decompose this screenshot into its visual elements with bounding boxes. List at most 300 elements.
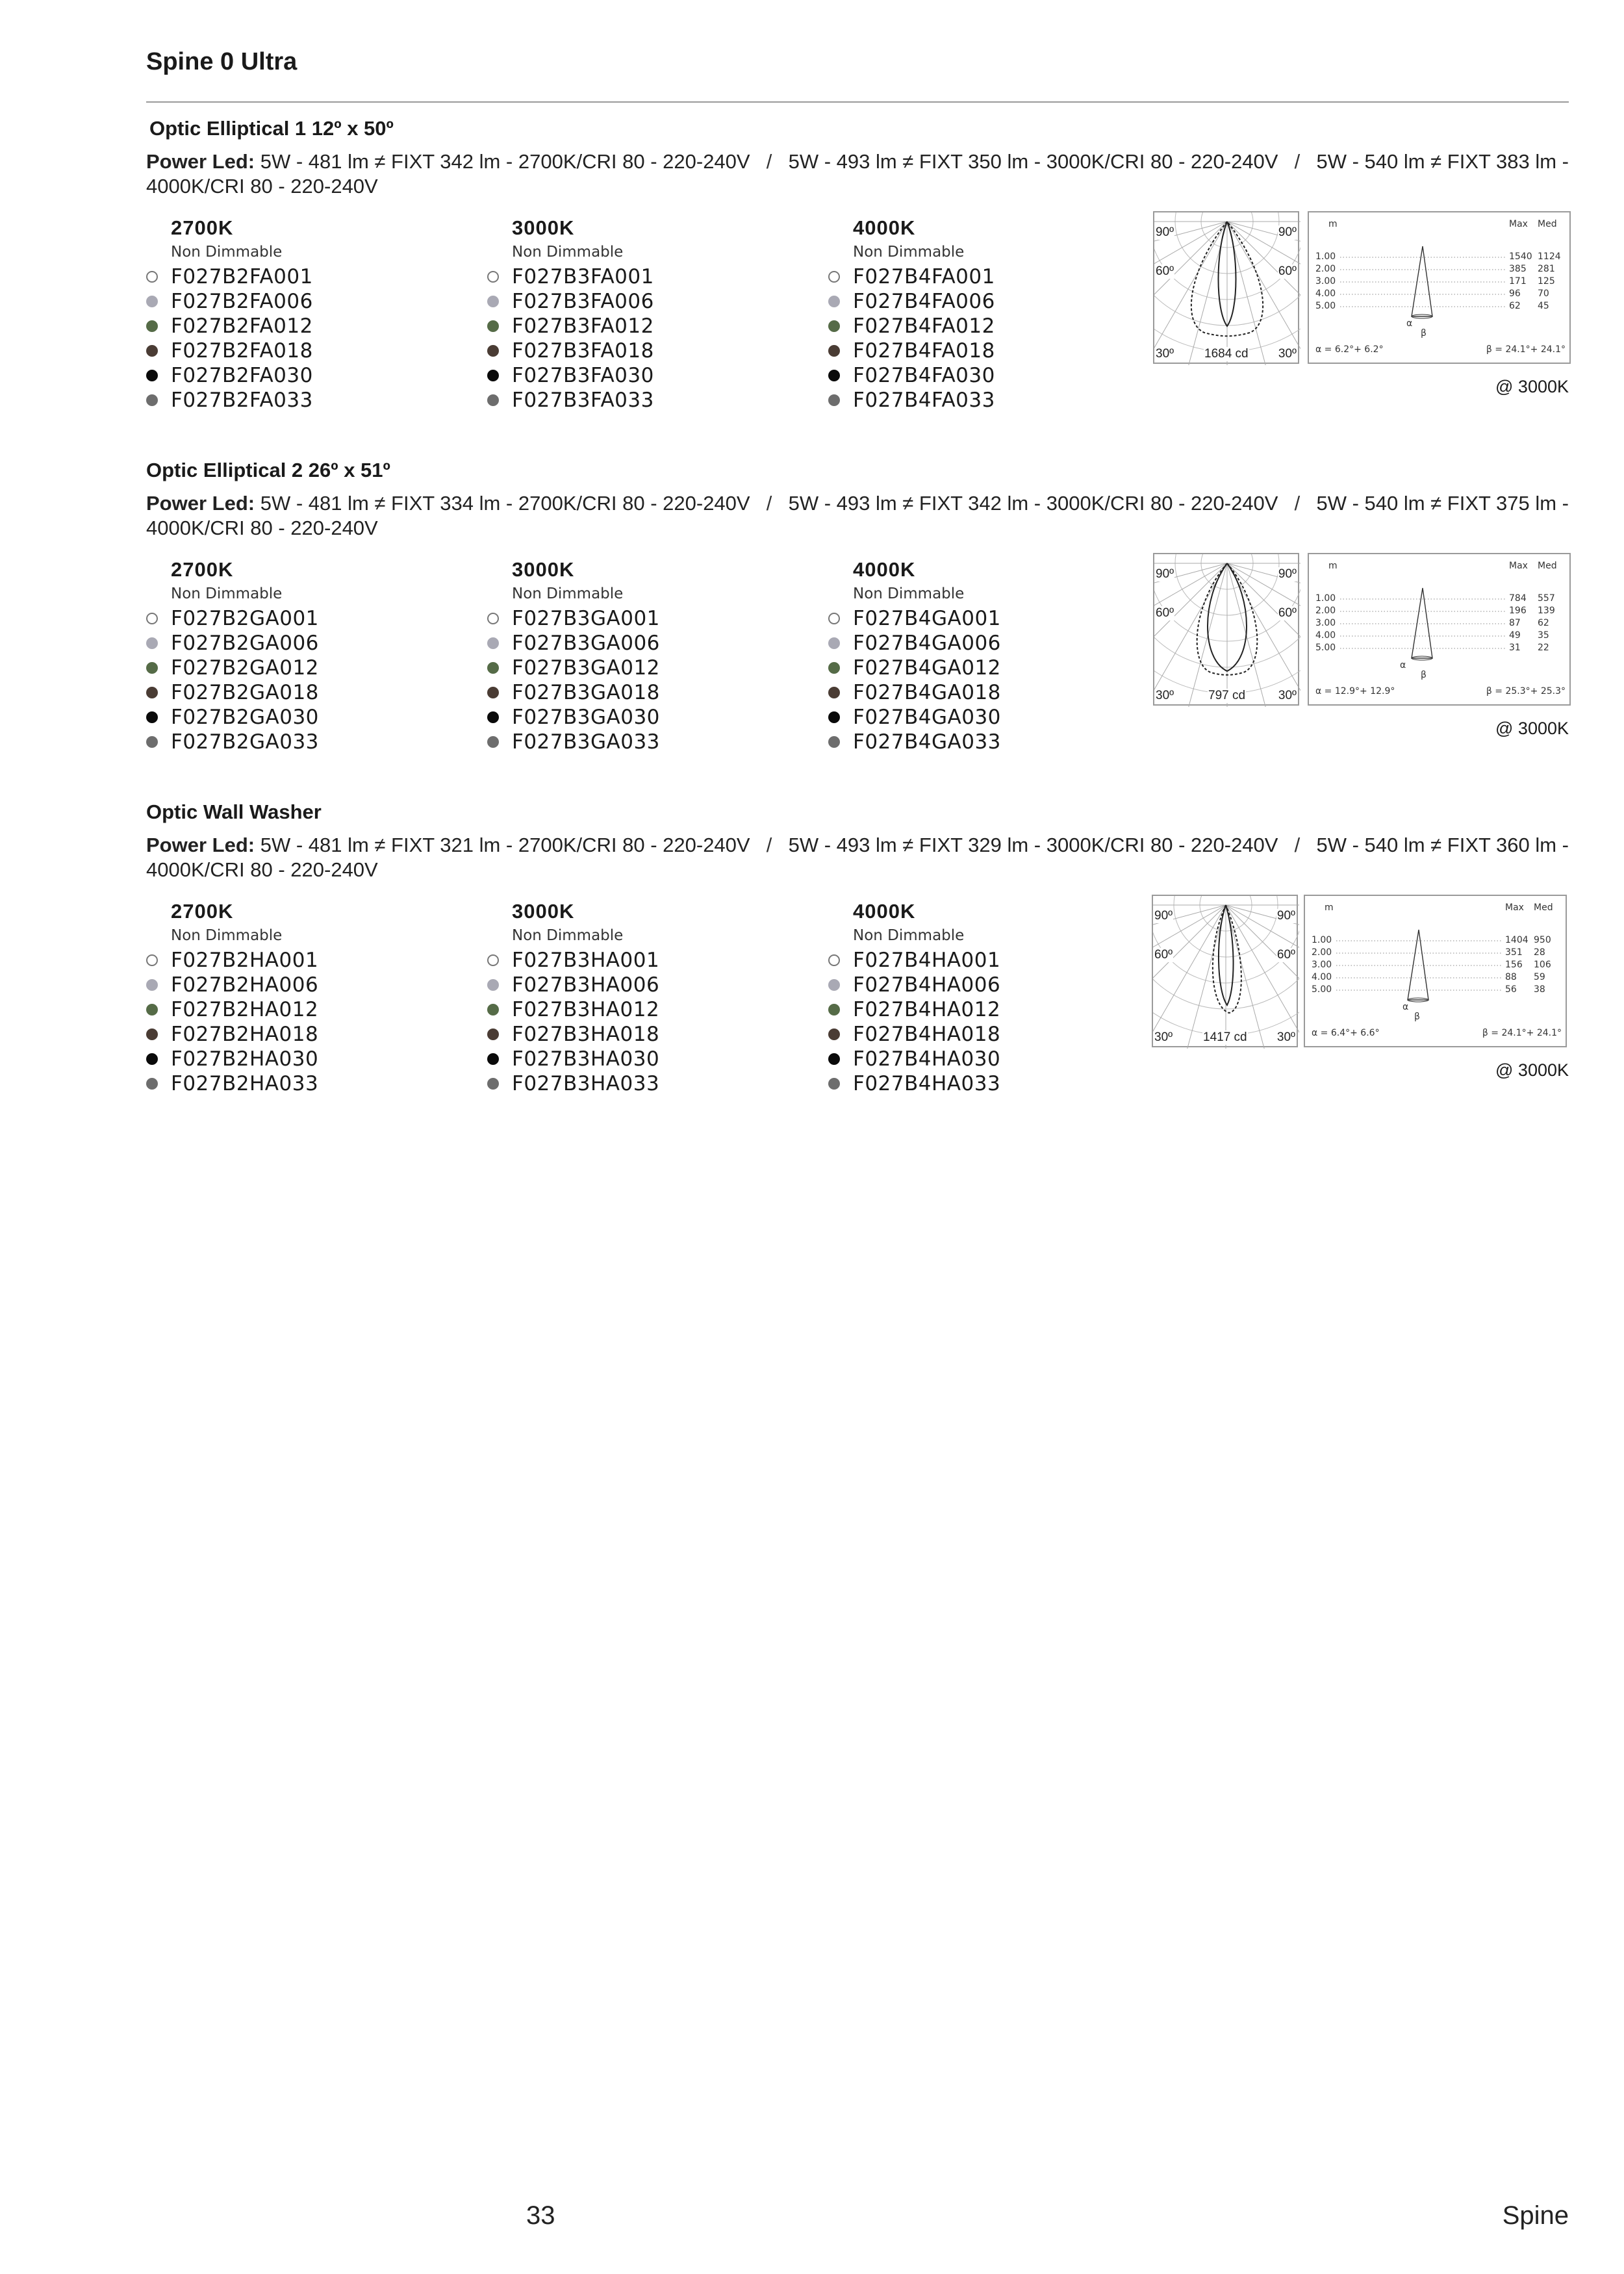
max-lux-value: 88	[1505, 972, 1517, 982]
product-code-row	[828, 289, 1153, 314]
finish-swatch-icon	[487, 271, 499, 283]
finish-swatch-icon	[146, 1053, 158, 1065]
illuminance-cone-table	[1308, 211, 1571, 364]
power-spec-4000k-cont: 4000K/CRI 80 - 220-240V	[146, 175, 378, 198]
product-code-row	[146, 631, 471, 656]
product-code-row	[146, 973, 471, 997]
finish-swatch-icon	[487, 1004, 499, 1016]
product-code-row	[146, 363, 471, 388]
polar-diagram	[1152, 895, 1298, 1047]
finish-swatch-icon	[487, 662, 499, 674]
power-label: Power Led:	[146, 492, 255, 515]
polar-diagram	[1153, 553, 1299, 706]
power-spec-2700k: 5W - 481 lm ≠ FIXT 342 lm - 2700K/CRI 80 - 220-240V	[260, 150, 750, 173]
cct-column-3000k	[487, 900, 812, 1096]
product-code: F027B2GA018	[171, 681, 319, 704]
distance-value: 3.00	[1312, 960, 1332, 970]
finish-swatch-icon	[487, 613, 499, 624]
product-code-row	[828, 1047, 1153, 1071]
med-lux-value: 125	[1538, 276, 1555, 287]
power-separator: /	[1294, 492, 1300, 515]
illuminance-cone-table	[1304, 895, 1567, 1047]
product-code: F027B3GA006	[512, 632, 660, 655]
cct-column-2700k	[146, 900, 471, 1096]
product-code: F027B2HA012	[171, 998, 319, 1021]
max-lux-value: 156	[1505, 960, 1523, 970]
angle-label: 90º	[1278, 225, 1297, 239]
section-optic-elliptical-1	[146, 117, 1569, 442]
product-code: F027B4FA030	[853, 364, 995, 387]
finish-swatch-icon	[487, 711, 499, 723]
cct-column-4000k	[828, 216, 1153, 413]
product-code-row	[146, 289, 471, 314]
alpha-angle: α = 12.9°+ 12.9°	[1315, 686, 1395, 696]
product-code-row	[487, 388, 812, 413]
cct-heading: 4000K	[853, 900, 916, 923]
power-spec-2700k: 5W - 481 lm ≠ FIXT 321 lm - 2700K/CRI 80 - 220-240V	[260, 834, 750, 856]
med-lux-value: 22	[1538, 643, 1549, 653]
power-spec-3000k: 5W - 493 lm ≠ FIXT 329 lm - 3000K/CRI 80 - 220-240V	[788, 834, 1278, 856]
cct-column-4000k	[828, 558, 1153, 754]
product-code-row	[487, 730, 812, 754]
finish-swatch-icon	[146, 271, 158, 283]
peak-intensity: 1684 cd	[1204, 347, 1249, 361]
product-code: F027B4FA018	[853, 339, 995, 363]
max-header: Max	[1509, 561, 1528, 571]
med-lux-value: 70	[1538, 288, 1549, 299]
max-header: Max	[1505, 902, 1524, 913]
finish-swatch-icon	[146, 979, 158, 991]
max-lux-value: 49	[1509, 630, 1521, 641]
power-spec-4000k-cont: 4000K/CRI 80 - 220-240V	[146, 858, 378, 881]
product-code-row	[146, 1047, 471, 1071]
finish-swatch-icon	[146, 1028, 158, 1040]
distance-value: 5.00	[1312, 984, 1332, 995]
max-lux-value: 1404	[1505, 935, 1529, 945]
max-lux-value: 385	[1509, 264, 1527, 274]
finish-swatch-icon	[487, 736, 499, 748]
power-spec-2700k: 5W - 481 lm ≠ FIXT 334 lm - 2700K/CRI 80 - 220-240V	[260, 492, 750, 515]
temperature-note: @ 3000K	[1495, 1060, 1569, 1080]
product-code: F027B4HA030	[853, 1047, 1001, 1071]
distance-value: 1.00	[1315, 251, 1336, 262]
finish-swatch-icon	[146, 1004, 158, 1016]
finish-swatch-icon	[487, 637, 499, 649]
finish-swatch-icon	[487, 954, 499, 966]
power-led-spec	[146, 491, 1569, 541]
cct-column-3000k	[487, 558, 812, 754]
product-code-row	[828, 680, 1153, 705]
med-lux-value: 950	[1534, 935, 1551, 945]
section-title: Optic Wall Washer	[146, 800, 322, 823]
alpha-symbol: α	[1406, 318, 1413, 329]
product-code-row	[828, 997, 1153, 1022]
product-code: F027B2HA030	[171, 1047, 319, 1071]
section-title: Optic Elliptical 2 26º x 51º	[146, 459, 390, 481]
med-header: Med	[1538, 561, 1557, 571]
finish-swatch-icon	[146, 1078, 158, 1090]
product-code-row	[487, 1071, 812, 1096]
product-code-row	[828, 363, 1153, 388]
product-code: F027B2GA033	[171, 730, 319, 754]
finish-swatch-icon	[828, 1053, 840, 1065]
product-code: F027B3HA033	[512, 1072, 660, 1095]
section-optic-wall-washer	[146, 800, 1569, 1125]
max-lux-value: 56	[1505, 984, 1517, 995]
temperature-note: @ 3000K	[1495, 719, 1569, 738]
distance-value: 2.00	[1315, 606, 1336, 616]
distance-value: 3.00	[1315, 276, 1336, 287]
product-code: F027B2FA033	[171, 389, 313, 412]
product-code-row	[487, 631, 812, 656]
product-code-row	[146, 339, 471, 363]
finish-swatch-icon	[828, 1028, 840, 1040]
finish-swatch-icon	[828, 1078, 840, 1090]
med-header: Med	[1534, 902, 1553, 913]
angle-label: 30º	[1154, 1030, 1173, 1044]
angle-label: 90º	[1154, 909, 1173, 923]
product-code-row	[487, 997, 812, 1022]
product-code-row	[487, 264, 812, 289]
med-lux-value: 139	[1538, 606, 1555, 616]
product-code-row	[828, 1071, 1153, 1096]
polar-diagram	[1153, 211, 1299, 364]
finish-swatch-icon	[146, 613, 158, 624]
cct-heading: 2700K	[171, 900, 234, 923]
max-lux-value: 784	[1509, 593, 1527, 604]
dimming-label: Non Dimmable	[171, 244, 283, 261]
product-code: F027B4HA018	[853, 1023, 1001, 1046]
power-led-spec	[146, 149, 1569, 199]
med-lux-value: 62	[1538, 618, 1549, 628]
finish-swatch-icon	[828, 979, 840, 991]
finish-swatch-icon	[828, 662, 840, 674]
power-led-spec	[146, 833, 1569, 882]
dimming-label: Non Dimmable	[512, 927, 624, 944]
product-code: F027B4GA030	[853, 706, 1001, 729]
product-code: F027B3HA001	[512, 949, 660, 972]
power-spec-4000k-cont: 4000K/CRI 80 - 220-240V	[146, 517, 378, 539]
product-code: F027B4GA033	[853, 730, 1001, 754]
finish-swatch-icon	[487, 1028, 499, 1040]
product-code-row	[146, 1022, 471, 1047]
beta-angle: β = 24.1°+ 24.1°	[1482, 1028, 1562, 1038]
finish-swatch-icon	[828, 320, 840, 332]
product-code: F027B2HA033	[171, 1072, 319, 1095]
angle-label: 90º	[1156, 567, 1174, 581]
section-optic-elliptical-2	[146, 459, 1569, 784]
angle-label: 90º	[1156, 225, 1174, 239]
product-code: F027B2GA030	[171, 706, 319, 729]
beam-cone-graphic	[1305, 896, 1568, 1049]
product-code: F027B2HA018	[171, 1023, 319, 1046]
finish-swatch-icon	[828, 345, 840, 357]
product-code-row	[828, 339, 1153, 363]
product-code: F027B4HA012	[853, 998, 1001, 1021]
product-code-row	[828, 314, 1153, 339]
product-code: F027B4GA018	[853, 681, 1001, 704]
footer-brand: Spine	[1502, 2201, 1569, 2230]
cct-heading: 2700K	[171, 558, 234, 581]
angle-label: 60º	[1156, 606, 1174, 620]
dimming-label: Non Dimmable	[853, 585, 965, 602]
product-code-row	[487, 705, 812, 730]
product-code: F027B2HA001	[171, 949, 319, 972]
med-lux-value: 35	[1538, 630, 1549, 641]
finish-swatch-icon	[146, 637, 158, 649]
med-lux-value: 59	[1534, 972, 1545, 982]
distance-value: 2.00	[1315, 264, 1336, 274]
product-code-row	[146, 997, 471, 1022]
max-lux-value: 96	[1509, 288, 1521, 299]
product-code-row	[487, 339, 812, 363]
product-code-row	[146, 264, 471, 289]
product-code: F027B2GA001	[171, 607, 319, 630]
finish-swatch-icon	[146, 687, 158, 698]
cct-heading: 2700K	[171, 216, 234, 239]
cct-column-2700k	[146, 216, 471, 413]
title-divider	[146, 101, 1569, 103]
product-code-row	[146, 1071, 471, 1096]
beam-cone-graphic	[1309, 212, 1572, 365]
power-spec-3000k: 5W - 493 lm ≠ FIXT 342 lm - 3000K/CRI 80 - 220-240V	[788, 492, 1278, 515]
dimming-label: Non Dimmable	[853, 244, 965, 261]
product-code-row	[146, 656, 471, 680]
product-code: F027B4FA001	[853, 265, 995, 288]
product-code: F027B3FA033	[512, 389, 654, 412]
product-code: F027B4GA006	[853, 632, 1001, 655]
unit-label: m	[1325, 902, 1334, 913]
product-code-row	[828, 1022, 1153, 1047]
max-lux-value: 171	[1509, 276, 1527, 287]
angle-label: 30º	[1278, 689, 1297, 702]
power-separator: /	[1294, 834, 1300, 856]
product-code: F027B3HA018	[512, 1023, 660, 1046]
dimming-label: Non Dimmable	[171, 927, 283, 944]
product-code: F027B3GA001	[512, 607, 660, 630]
angle-label: 30º	[1156, 347, 1174, 361]
product-code: F027B3GA018	[512, 681, 660, 704]
finish-swatch-icon	[146, 954, 158, 966]
finish-swatch-icon	[828, 370, 840, 381]
finish-swatch-icon	[146, 296, 158, 307]
angle-label: 30º	[1156, 689, 1174, 702]
finish-swatch-icon	[146, 736, 158, 748]
product-code-row	[487, 680, 812, 705]
angle-label: 60º	[1154, 948, 1173, 962]
angle-label: 60º	[1278, 264, 1297, 278]
product-code-row	[146, 388, 471, 413]
max-lux-value: 31	[1509, 643, 1521, 653]
product-code-row	[146, 705, 471, 730]
cct-heading: 4000K	[853, 216, 916, 239]
distance-value: 5.00	[1315, 643, 1336, 653]
product-code: F027B3HA006	[512, 973, 660, 997]
product-code-row	[146, 606, 471, 631]
distance-value: 4.00	[1315, 288, 1336, 299]
med-lux-value: 28	[1534, 947, 1545, 958]
finish-swatch-icon	[146, 662, 158, 674]
finish-swatch-icon	[828, 613, 840, 624]
product-code: F027B2FA006	[171, 290, 313, 313]
angle-label: 60º	[1276, 948, 1295, 962]
power-separator: /	[1294, 150, 1300, 173]
unit-label: m	[1328, 561, 1338, 571]
product-code: F027B4FA033	[853, 389, 995, 412]
product-code-row	[146, 680, 471, 705]
power-label: Power Led:	[146, 834, 255, 856]
angle-label: 90º	[1278, 567, 1297, 581]
product-code-row	[828, 388, 1153, 413]
product-code: F027B3FA006	[512, 290, 654, 313]
beam-cone-graphic	[1309, 554, 1572, 707]
finish-swatch-icon	[146, 370, 158, 381]
product-code: F027B3FA018	[512, 339, 654, 363]
finish-swatch-icon	[487, 320, 499, 332]
cct-heading: 4000K	[853, 558, 916, 581]
finish-swatch-icon	[487, 687, 499, 698]
finish-swatch-icon	[146, 345, 158, 357]
product-code-row	[146, 948, 471, 973]
finish-swatch-icon	[828, 394, 840, 406]
distance-value: 1.00	[1312, 935, 1332, 945]
finish-swatch-icon	[487, 979, 499, 991]
dimming-label: Non Dimmable	[853, 927, 965, 944]
med-lux-value: 106	[1534, 960, 1551, 970]
finish-swatch-icon	[487, 370, 499, 381]
med-header: Med	[1538, 219, 1557, 229]
power-spec-4000k: 5W - 540 lm ≠ FIXT 383 lm -	[1316, 150, 1569, 173]
product-code: F027B3HA012	[512, 998, 660, 1021]
finish-swatch-icon	[487, 345, 499, 357]
product-code: F027B2GA012	[171, 656, 319, 680]
power-spec-4000k: 5W - 540 lm ≠ FIXT 375 lm -	[1316, 492, 1569, 515]
max-header: Max	[1509, 219, 1528, 229]
max-lux-value: 196	[1509, 606, 1527, 616]
product-code: F027B3FA012	[512, 314, 654, 338]
product-code: F027B3FA001	[512, 265, 654, 288]
alpha-symbol: α	[1400, 660, 1406, 671]
cct-heading: 3000K	[512, 558, 575, 581]
illuminance-cone-table	[1308, 553, 1571, 706]
product-code: F027B2FA012	[171, 314, 313, 338]
product-code-row	[487, 948, 812, 973]
product-code: F027B2HA006	[171, 973, 319, 997]
section-title: Optic Elliptical 1 12º x 50º	[149, 117, 394, 140]
product-code-row	[828, 730, 1153, 754]
distance-value: 4.00	[1315, 630, 1336, 641]
product-code: F027B2GA006	[171, 632, 319, 655]
product-code-row	[828, 631, 1153, 656]
unit-label: m	[1328, 219, 1338, 229]
peak-intensity: 797 cd	[1208, 689, 1246, 702]
angle-label: 30º	[1276, 1030, 1295, 1044]
finish-swatch-icon	[146, 320, 158, 332]
angle-label: 60º	[1278, 606, 1297, 620]
cct-heading: 3000K	[512, 900, 575, 923]
product-code-row	[487, 1022, 812, 1047]
product-code-row	[828, 606, 1153, 631]
finish-swatch-icon	[487, 1053, 499, 1065]
power-separator: /	[766, 492, 772, 515]
product-code: F027B4HA033	[853, 1072, 1001, 1095]
power-spec-3000k: 5W - 493 lm ≠ FIXT 350 lm - 3000K/CRI 80 - 220-240V	[788, 150, 1278, 173]
product-code: F027B2FA018	[171, 339, 313, 363]
power-separator: /	[766, 150, 772, 173]
beta-angle: β = 24.1°+ 24.1°	[1486, 344, 1566, 355]
product-code-row	[487, 656, 812, 680]
max-lux-value: 351	[1505, 947, 1523, 958]
finish-swatch-icon	[828, 687, 840, 698]
product-code: F027B2FA030	[171, 364, 313, 387]
alpha-symbol: α	[1402, 1002, 1409, 1012]
finish-swatch-icon	[828, 1004, 840, 1016]
finish-swatch-icon	[487, 1078, 499, 1090]
finish-swatch-icon	[487, 394, 499, 406]
finish-swatch-icon	[146, 394, 158, 406]
beta-symbol: β	[1421, 328, 1427, 339]
product-code: F027B4HA006	[853, 973, 1001, 997]
finish-swatch-icon	[146, 711, 158, 723]
max-lux-value: 62	[1509, 301, 1521, 311]
distance-value: 1.00	[1315, 593, 1336, 604]
product-code: F027B4FA006	[853, 290, 995, 313]
product-code: F027B2FA001	[171, 265, 313, 288]
angle-label: 60º	[1156, 264, 1174, 278]
product-code-row	[828, 656, 1153, 680]
distance-value: 5.00	[1315, 301, 1336, 311]
beta-angle: β = 25.3°+ 25.3°	[1486, 686, 1566, 696]
product-code-row	[146, 730, 471, 754]
beta-symbol: β	[1421, 670, 1427, 680]
product-code: F027B4GA012	[853, 656, 1001, 680]
product-code-row	[487, 314, 812, 339]
dimming-label: Non Dimmable	[512, 244, 624, 261]
dimming-label: Non Dimmable	[512, 585, 624, 602]
product-code: F027B3FA030	[512, 364, 654, 387]
product-code-row	[828, 705, 1153, 730]
power-label: Power Led:	[146, 150, 255, 173]
power-separator: /	[766, 834, 772, 856]
product-code: F027B4GA001	[853, 607, 1001, 630]
max-lux-value: 87	[1509, 618, 1521, 628]
med-lux-value: 38	[1534, 984, 1545, 995]
finish-swatch-icon	[828, 637, 840, 649]
alpha-angle: α = 6.2°+ 6.2°	[1315, 344, 1384, 355]
finish-swatch-icon	[828, 296, 840, 307]
finish-swatch-icon	[828, 711, 840, 723]
peak-intensity: 1417 cd	[1203, 1030, 1247, 1044]
angle-label: 30º	[1278, 347, 1297, 361]
med-lux-value: 557	[1538, 593, 1555, 604]
product-code-row	[828, 264, 1153, 289]
cct-column-4000k	[828, 900, 1153, 1096]
distance-value: 2.00	[1312, 947, 1332, 958]
product-code-row	[487, 289, 812, 314]
page-number: 33	[526, 2201, 555, 2230]
med-lux-value: 1124	[1538, 251, 1561, 262]
power-spec-4000k: 5W - 540 lm ≠ FIXT 360 lm -	[1316, 834, 1569, 856]
cct-heading: 3000K	[512, 216, 575, 239]
finish-swatch-icon	[828, 736, 840, 748]
product-code: F027B3GA030	[512, 706, 660, 729]
max-lux-value: 1540	[1509, 251, 1532, 262]
finish-swatch-icon	[828, 954, 840, 966]
product-code-row	[487, 363, 812, 388]
product-code-row	[146, 314, 471, 339]
product-code: F027B3GA012	[512, 656, 660, 680]
page-title: Spine 0 Ultra	[146, 48, 298, 75]
